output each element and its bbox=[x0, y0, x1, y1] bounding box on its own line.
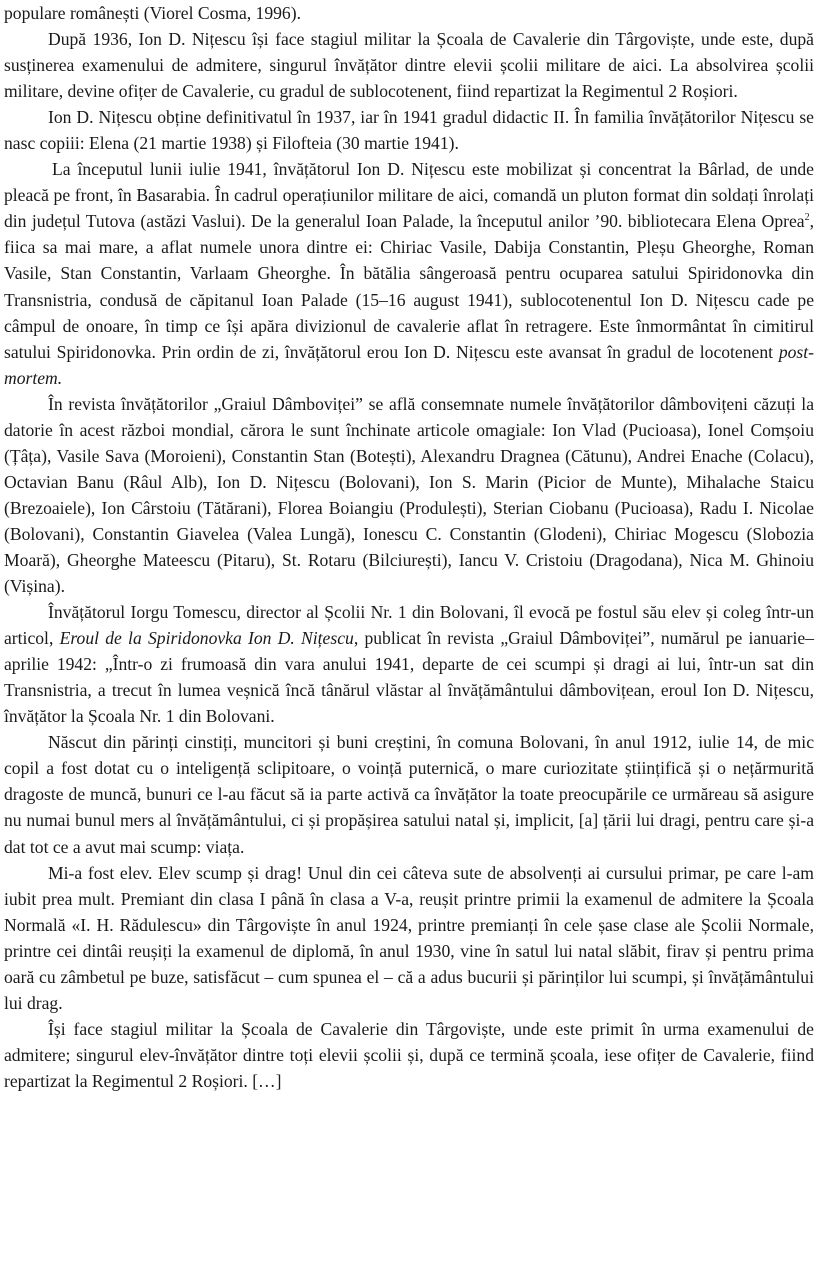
paragraph-cavalry: Își face stagiul militar la Școala de Cavalerie din Târgoviște, unde este primit în urma examenului de admitere; singurul elev-învățător dintre toți elevii școlii și, după ce termină școala, iese ofițer de Cavalerie, fiind repartizat la Regimentul 2 Roșiori. […] bbox=[4, 1018, 814, 1091]
paragraph-text: Învățătorul Iorgu Tomescu, director al Școlii Nr. 1 din Bolovani, îl evocă pe fostul său elev și coleg într-un articol, bbox=[4, 602, 814, 649]
paragraph-text: La începutul lunii iulie 1941, învățătorul Ion D. Nițescu este mobilizat și concentrat la Bârlad, de unde pleacă pe front, în Basarabia. În cadrul operațiunilor militare de aici, comandă un pluton format din soldați înrolați din județul Tutova (astăzi Vaslui). De la generalul Ioan Palade, la începutul anilor ’90. bibliotecara Elena Oprea bbox=[4, 159, 814, 232]
article-title: Eroul de la Spiridonovka Ion D. Nițescu bbox=[59, 628, 354, 649]
paragraph-definitivat: Ion D. Nițescu obține definitivatul în 1937, iar în 1941 gradul didactic II. În familia învățătorilor Nițescu se nasc copiii: Elena (21 martie 1938) și Filofteia (30 martie 1941). bbox=[4, 107, 814, 154]
paragraph-born: Născut din părinți cinstiți, muncitori și buni creștini, în comuna Bolovani, în anul 1912, iulie 14, de mic copil a fost dotat cu o inteligență sclipitoare, o voință puternică, o mare curiozitate științifică și o nețărmurită dragoste de muncă, bunuri ce l-au făcut să ia parte activă ca învățător la toate preocupările ce urmăreau să asigure nu numai bunul mers al învățământului, ci și propășirea satului natal și, implicit, [a] țării lui dragi, pentru care și-a dat tot ce a avut mai scump: viața. bbox=[4, 732, 814, 857]
paragraph-student: Mi-a fost elev. Elev scump și drag! Unul din cei câteva sute de absolvenți ai cursului primar, pe care l-am iubit prea mult. Premiant din clasa I până în clasa a V-a, reușit printre primii la examenul de admitere la Școala Normală «I. H. Rădulescu» din Târgoviște în anul 1924, printre premianți în cele șase clase ale Școlii Normale, printre cei dintâi reușiți la examenul de diplomă, în anul 1930, vine în satul lui natal slăbit, firav și pentru prima oară cu zâmbetul pe buze, satisfăcut – cum spunea el – că a adus bucurii și părinților lui scumpi, și învățământului lui drag. bbox=[4, 862, 814, 1013]
paragraph-military-service: După 1936, Ion D. Nițescu își face stagiul militar la Școala de Cavalerie din Târgoviște, unde este, după susținerea examenului de admitere, singurul învățător dintre elevii școlii militare de aici. La absolvirea școlii militare, devine ofițer de Cavalerie, cu gradul de sublocotenent, fiind repartizat la Regimentul 2 Roșiori. bbox=[4, 29, 814, 102]
paragraph-continuation: populare românești (Viorel Cosma, 1996). bbox=[4, 3, 301, 23]
footnote-marker[interactable]: 2 bbox=[804, 212, 810, 224]
paragraph-text: , fiica sa mai mare, a aflat numele unora dintre ei: Chiriac Vasile, Dabija Constantin, Pleșu Gheorghe, Roman Vasile, Stan Constantin, Varlaam Gheorghe. În bătălia sângeroasă pentru ocuparea satului Spiridonovka din Transnistria, condusă de căpitanul Ioan Palade (15–16 august 1941), sublocotenentul Ion D. Nițescu cade pe câmpul de onoare, în timp ce își apăra divizionul de cavalerie aflat în retragere. Este înmormântat în cimitirul satului Spiridonovka. Prin ordin de zi, învățătorul erou Ion D. Nițescu este avansat în gradul de locotenent bbox=[4, 211, 814, 362]
italic-term: post-mortem. bbox=[4, 341, 814, 388]
paragraph-mobilization bbox=[4, 156, 814, 390]
paragraph-text: , publicat în revista „Graiul Dâmboviței”, numărul pe ianuarie–aprilie 1942: „Într-o zi frumoasă din vara anului 1941, departe de cei scumpi și dragi ai lui, într-un sat din Transnistria, a trecut în lumea veșnică încă tânărul vlăstar al învățământului dâmbovițean, eroul Ion D. Nițescu, învățător la Școala Nr. 1 din Bolovani. bbox=[4, 628, 814, 727]
paragraph-graiul-list: În revista învățătorilor „Graiul Dâmboviței” se află consemnate numele învățătorilor dâmbovițeni căzuți la datorie în acest război mondial, cărora le sunt închinate articole omagiale: Ion Vlad (Pucioasa), Ionel Comșoiu (Țâța), Vasile Sava (Moroieni), Constantin Stan (Botești), Alexandru Dragnea (Cătunu), Andrei Enache (Colacu), Octavian Banu (Râul Alb), Ion D. Nițescu (Bolovani), Ion S. Marin (Picior de Munte), Mihalache Staicu (Brezoaiele), Ion Cârstoiu (Tătărani), Florea Boiangiu (Produlești), Sterian Ciobanu (Pucioasa), Radu I. Nicolae (Bolovani), Constantin Giavelea (Valea Lungă), Ionescu C. Constantin (Glodeni), Chiriac Mogescu (Slobozia Moară), Gheorghe Mateescu (Pitaru), St. Rotaru (Bilciurești), Iancu V. Cristoiu (Dragodana), Nica M. Ghinoiu (Vișina). bbox=[4, 393, 814, 597]
paragraph-tomescu-article bbox=[4, 599, 814, 729]
